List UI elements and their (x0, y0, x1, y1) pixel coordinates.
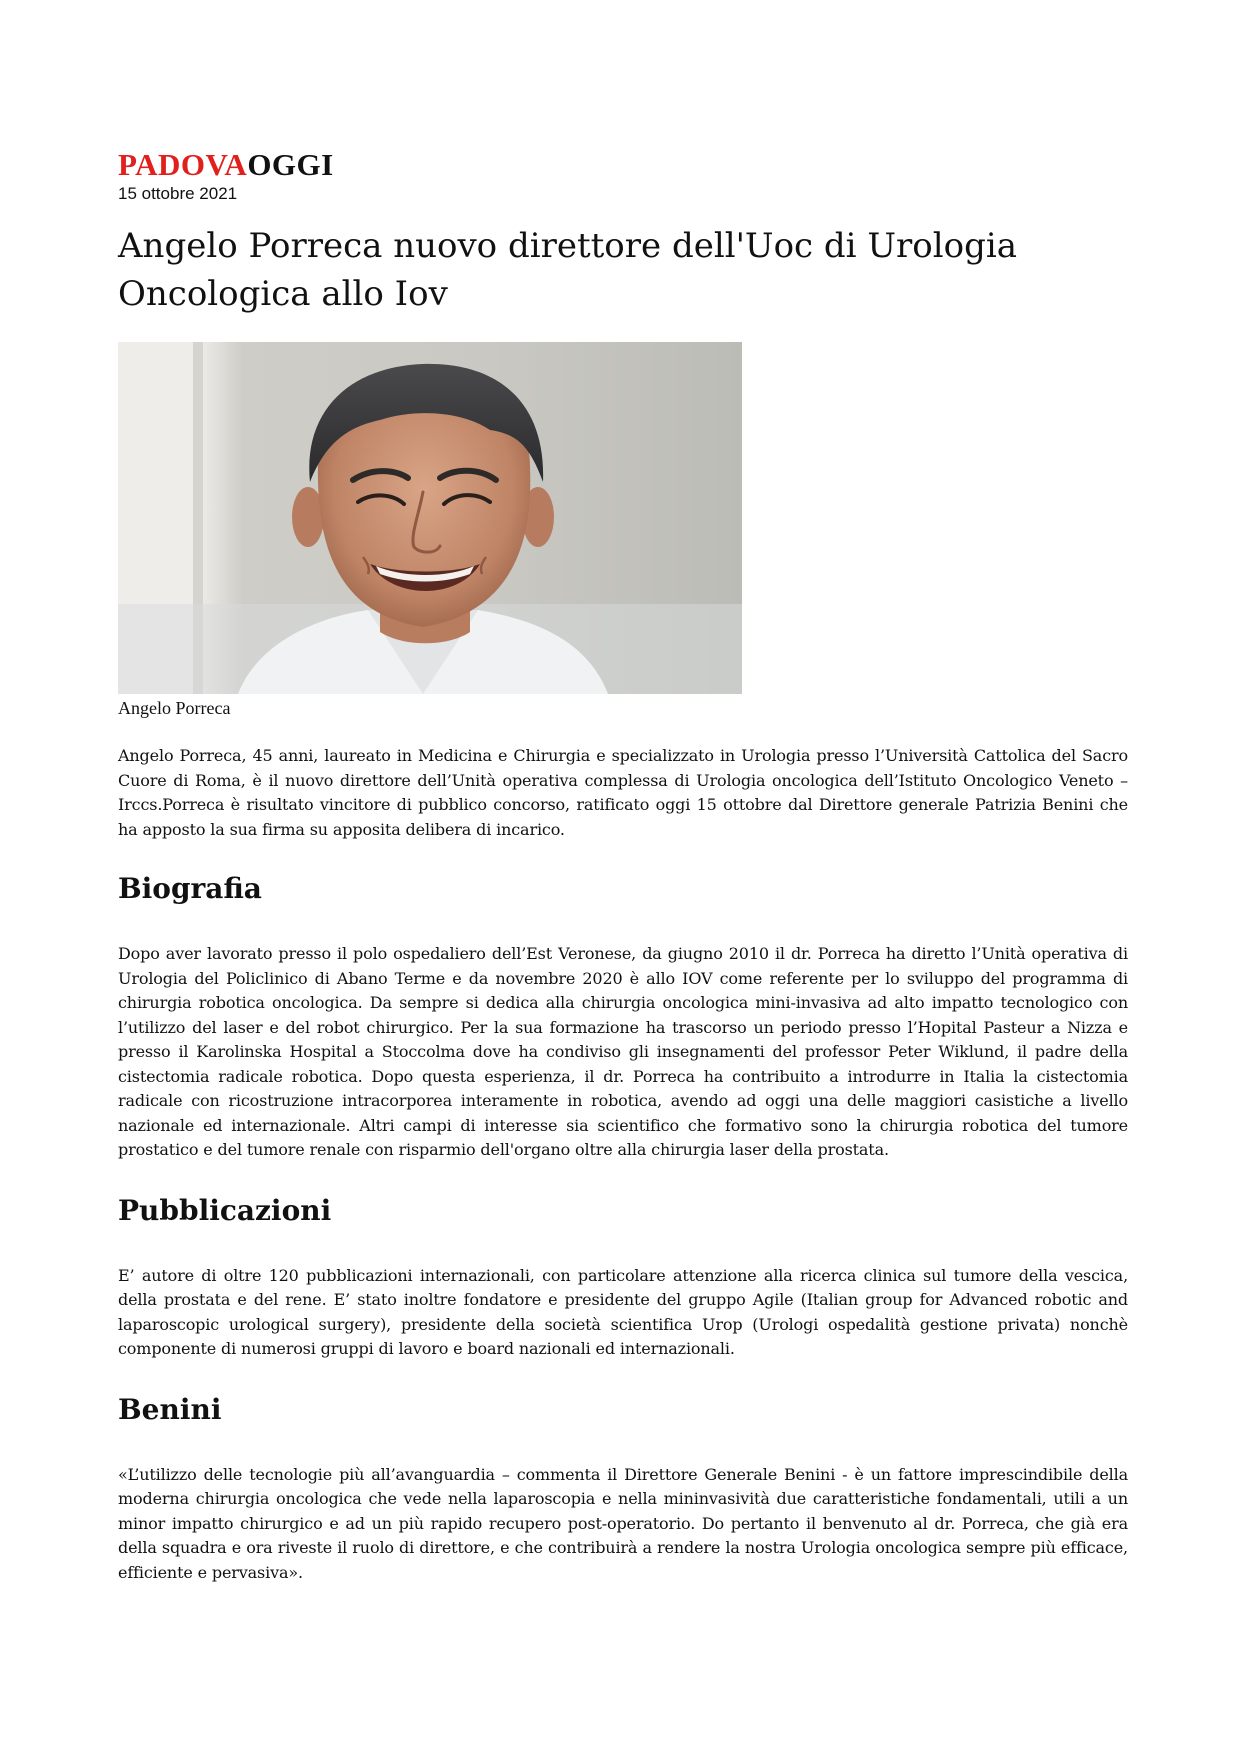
pubblicazioni-paragraph: E’ autore di oltre 120 pubblicazioni internazionali, con particolare attenzione alla ricerca clinica sul tumore della vescica, della prostata e del rene. E’ stato inoltre fondatore e presidente del gruppo Agile (Italian group for Advanced robotic and laparoscopic urological surgery), presidente della società scientifica Urop (Urologi ospedalità gestione privata) nonchè componente di numerosi gruppi di lavoro e board nazionali ed internazionali. (118, 1265, 1128, 1358)
intro-paragraph: Angelo Porreca, 45 anni, laureato in Medicina e Chirurgia e specializzato in Urologia presso l’Università Cattolica del Sacro Cuore di Roma, è il nuovo direttore dell’Unità operativa complessa di Urologia oncologica dell’Istituto Oncologico Veneto – Irccs.Porreca è risultato vincitore di pubblico concorso, ratificato oggi 15 ottobre dal Direttore generale Patrizia Benini che ha apposto la sua firma su apposita delibera di incarico. (118, 746, 1128, 839)
benini-paragraph: «L’utilizzo delle tecnologie più all’avanguardia – commenta il Direttore Generale Benini - è un fattore imprescindibile della moderna chirurgia oncologica che vede nella laparoscopia e nella mininvasività due caratteristiche fondamentali, utili a un minor impatto chirurgico e ad un più rapido recupero post-operatorio. Do pertanto il benvenuto al dr. Porreca, che già era della squadra e ora riveste il ruolo di direttore, e che contribuirà a rendere la nostra Urologia oncologica sempre più efficace, efficiente e pervasiva». (118, 1464, 1128, 1582)
article-headline: Angelo Porreca nuovo direttore dell'Uoc di Urologia Oncologica allo Iov (118, 226, 1017, 314)
photo-caption: Angelo Porreca (118, 698, 231, 718)
section-heading-benini: Benini (118, 1392, 222, 1426)
biografia-paragraph: Dopo aver lavorato presso il polo ospedaliero dell’Est Veronese, da giugno 2010 il dr. Porreca ha diretto l’Unità operativa di Urologia del Policlinico di Abano Terme e da novembre 2020 è allo IOV come referente per lo sviluppo del programma di chirurgia robotica oncologica. Da sempre si dedica alla chirurgia oncologica mini-invasiva ad alto impatto tecnologico con l’utilizzo del laser e del robot chirurgico. Per la sua formazione ha trascorso un periodo presso l’Hopital Pasteur a Nizza e presso il Karolinska Hospital a Stoccolma dove ha condiviso gli insegnamenti del professor Peter Wiklund, il padre della cistectomia radicale robotica. Dopo questa esperienza, il dr. Porreca ha contribuito a introdurre in Italia la cistectomia radicale con ricostruzione intracorporea interamente in robotica, avendo ad oggi una delle maggiori casistiche a livello nazionale ed internazionale. Altri campi di interesse sia scientifico che formativo sono la chirurgia robotica del tumore prostatico e del tumore renale con risparmio dell'organo oltre alla chirurgia laser della prostata. (118, 944, 1128, 1159)
article-page (118, 148, 1128, 1585)
section-heading-pubblicazioni: Pubblicazioni (118, 1193, 332, 1227)
masthead-padova: PADOVA (118, 147, 248, 182)
portrait-photo (118, 342, 742, 694)
section-heading-biografia: Biografia (118, 872, 262, 905)
masthead-oggi: OGGI (247, 147, 334, 182)
article-date: 15 ottobre 2021 (118, 184, 238, 203)
newspaper-masthead (118, 148, 1128, 182)
